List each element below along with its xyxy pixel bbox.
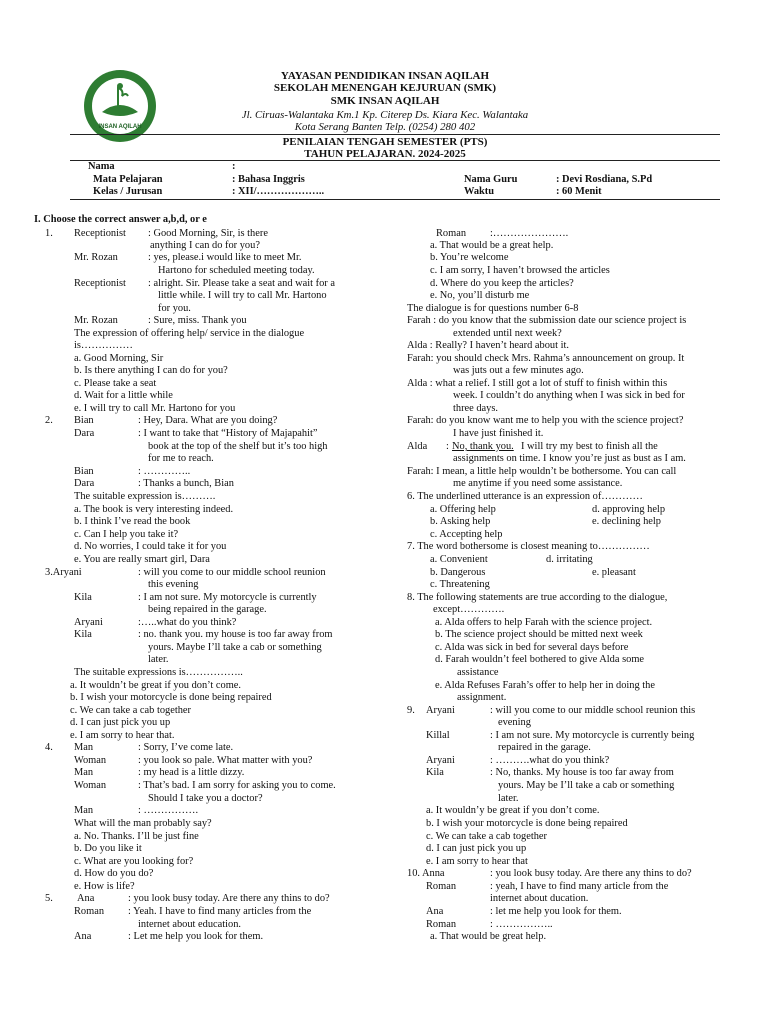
text-line: except…………. (433, 604, 505, 615)
text-line: : will you come to our middle school reunion this (490, 705, 696, 716)
text-line: Receptionist (74, 278, 126, 289)
text-line: Roman (74, 906, 105, 917)
text-line: Hartono for scheduled meeting today. (158, 265, 315, 276)
text-line: e. I will try to call Mr. Hartono for you (74, 403, 236, 414)
text-line: evening (498, 717, 531, 728)
text-line: 8. The following statements are true according to the dialogue, (407, 592, 668, 603)
text-line: No, thank you. (452, 441, 514, 452)
text-line: Farah: you should check Mrs. Rahma’s announcement on group. It (407, 353, 685, 364)
text-line: d. irritating (546, 554, 593, 565)
text-line: Roman (436, 228, 467, 239)
text-line: Man (74, 767, 94, 778)
text-line: Man (74, 805, 94, 816)
text-line: b. Is there anything I can do for you? (74, 365, 228, 376)
text-line: little while. I will try to call Mr. Hartono (158, 290, 327, 301)
text-line: b. Asking help (430, 516, 491, 527)
text-line: b. I wish your motorcycle is done being repaired (70, 692, 272, 703)
text-line: Kila (74, 592, 92, 603)
text-line: later. (148, 654, 169, 665)
text-line: later. (498, 793, 519, 804)
text-line: internet about education. (138, 919, 242, 930)
text-line: Killal (426, 730, 450, 741)
text-line: b. You’re welcome (430, 252, 509, 263)
text-line: : you look so pale. What matter with you? (138, 755, 313, 766)
text-line: book at the top of the shelf but it’s too high (148, 441, 328, 452)
text-line: 10. Anna (407, 868, 445, 879)
text-line: 7. The word bothersome is closest meaning to…………… (407, 541, 650, 552)
title-divider (70, 160, 720, 161)
text-line: c. Alda was sick in bed for several days before (435, 642, 629, 653)
text-line: this evening (148, 579, 199, 590)
guru-value: : Devi Rosdiana, S.Pd (556, 174, 653, 185)
text-line: b. Dangerous (430, 567, 486, 578)
info-divider (70, 199, 720, 200)
text-line: a. Good Morning, Sir (74, 353, 164, 364)
address-line-2: Kota Serang Banten Telp. (0254) 280 402 (294, 121, 476, 133)
text-line: : (446, 441, 449, 452)
text-line: d. No worries, I could take it for you (74, 541, 227, 552)
text-line: c. Threatening (430, 579, 490, 590)
text-line: d. Wait for a little while (74, 390, 173, 401)
mapel-label: Mata Pelajaran (93, 174, 163, 185)
text-line: Farah: do you know want me to help you with the science project? (407, 415, 684, 426)
text-line: : ………….. (138, 466, 191, 477)
text-line: : alright. Sir. Please take a seat and wait for a (148, 278, 335, 289)
text-line: a. That would be great help. (430, 931, 547, 942)
text-line: d. Where do you keep the articles? (430, 278, 574, 289)
text-line: 1. (45, 228, 53, 239)
text-line: e. pleasant (592, 567, 636, 578)
text-line: Alda (407, 441, 428, 452)
text-line: e. How is life? (74, 881, 135, 892)
text-line: : Sorry, I’ve come late. (138, 742, 234, 753)
school-type: SEKOLAH MENENGAH KEJURUAN (SMK) (273, 82, 497, 94)
text-line: c. What are you looking for? (74, 856, 194, 867)
text-line: : ……………. (138, 805, 199, 816)
text-line: a. Alda offers to help Farah with the science project. (435, 617, 653, 628)
kelas-value: : XII/……………….. (232, 186, 325, 197)
text-line: : …………….. (490, 919, 553, 930)
text-line: c. I am sorry, I haven’t browsed the articles (430, 265, 610, 276)
text-line: was juts out a few minutes ago. (453, 365, 584, 376)
text-line: Should I take you a doctor? (148, 793, 263, 804)
text-line: : you look busy today. Are there any thins to do? (490, 868, 692, 879)
text-line: Woman (74, 755, 107, 766)
text-line: for you. (158, 303, 191, 314)
text-line: for me to reach. (148, 453, 214, 464)
text-line: week. I couldn’t do anything when I was sick in bed for (453, 390, 685, 401)
text-line: What will the man probably say? (74, 818, 212, 829)
text-line: is…………… (74, 340, 133, 351)
logo-text: INSAN AQILAH (98, 124, 142, 130)
text-line: e. No, you’ll disturb me (430, 290, 530, 301)
text-line: : my head is a little dizzy. (138, 767, 245, 778)
waktu-value: : 60 Menit (556, 186, 602, 197)
text-line: d. I can just pick you up (70, 717, 171, 728)
text-line: a. The book is very interesting indeed. (74, 504, 234, 515)
text-line: : Yeah. I have to find many articles from the (128, 906, 312, 917)
school-logo (82, 68, 158, 144)
text-line: b. Do you like it (74, 843, 142, 854)
text-line: c. Please take a seat (74, 378, 157, 389)
text-line: d. I can just pick you up (426, 843, 527, 854)
text-line: Kila (426, 767, 444, 778)
text-line: The dialogue is for questions number 6-8 (407, 303, 579, 314)
kelas-label: Kelas / Jurusan (93, 186, 163, 197)
text-line: a. It wouldn’y be great if you don’t come. (426, 805, 600, 816)
text-line: : yeah, I have to find many article from the (490, 881, 669, 892)
text-line: assignment. (457, 692, 507, 703)
text-line: Woman (74, 780, 107, 791)
text-line: internet about ducation. (490, 893, 589, 904)
text-line: Ana (77, 893, 95, 904)
text-line: assistance (457, 667, 499, 678)
mapel-value: : Bahasa Inggris (232, 174, 305, 185)
academic-year: TAHUN PELAJARAN. 2024-2025 (304, 148, 466, 160)
text-line: Farah: I mean, a little help wouldn’t be bothersome. You can call (407, 466, 677, 477)
text-line: : Hey, Dara. What are you doing? (138, 415, 278, 426)
text-line: assignments on time. I know you’re just as bust as I am. (453, 453, 686, 464)
text-line: c. Can I help you take it? (74, 529, 179, 540)
text-line: d. How do you do? (74, 868, 154, 879)
text-line: : will you come to our middle school reunion (138, 567, 326, 578)
text-line: Ana (426, 906, 444, 917)
text-line: : Sure, miss. Thank you (148, 315, 247, 326)
text-line: 2. (45, 415, 53, 426)
text-line: Mr. Rozan (74, 315, 118, 326)
text-line: d. approving help (592, 504, 666, 515)
text-line: a. Convenient (430, 554, 488, 565)
text-line: a. Offering help (430, 504, 496, 515)
text-line: b. I think I’ve read the book (74, 516, 191, 527)
text-line: : ……….what do you think? (490, 755, 610, 766)
text-line: : I want to take that “History of Majapahit” (138, 428, 318, 439)
text-line: yours. May be I’ll take a cab or something (498, 780, 675, 791)
text-line: a. No. Thanks. I’ll be just fine (74, 831, 199, 842)
nama-label: Nama (88, 161, 115, 172)
text-line: Farah : do you know that the submission date our science project is (407, 315, 687, 326)
text-line: Receptionist (74, 228, 126, 239)
text-line: Ana (74, 931, 92, 942)
text-line: : let me help you look for them. (490, 906, 622, 917)
text-line: : yes, please.i would like to meet Mr. (148, 252, 302, 263)
header-divider (70, 134, 720, 135)
text-line: The suitable expressions is…………….. (74, 667, 243, 678)
text-line: Alda : what a relief. I still got a lot of stuff to finish within this (407, 378, 668, 389)
text-line: : you look busy today. Are there any thins to do? (128, 893, 330, 904)
text-line: 9. (407, 705, 415, 716)
foundation-name: YAYASAN PENDIDIKAN INSAN AQILAH (280, 70, 490, 82)
text-line: Roman (426, 881, 457, 892)
waktu-label: Waktu (464, 186, 495, 197)
text-line: Alda : Really? I haven’t heard about it. (407, 340, 569, 351)
text-line: Bian (74, 466, 94, 477)
text-line: Bian (74, 415, 94, 426)
text-line: :…………………. (490, 228, 569, 239)
text-line: 3.Aryani (45, 567, 82, 578)
text-line: : Let me help you look for them. (128, 931, 264, 942)
text-line: extended until next week? (453, 328, 562, 339)
text-line: Dara (74, 428, 95, 439)
text-line: being repaired in the garage. (148, 604, 267, 615)
text-line: : Good Morning, Sir, is there (148, 228, 268, 239)
text-line: repaired in the garage. (498, 742, 591, 753)
text-line: Dara (74, 478, 95, 489)
text-line: 4. (45, 742, 53, 753)
text-line: d. Farah wouldn’t feel bothered to give Alda some (435, 654, 645, 665)
text-line: e. I am sorry to hear that. (70, 730, 175, 741)
text-line: I. Choose the correct answer a,b,d, or e (34, 214, 207, 225)
text-line: c. Accepting help (430, 529, 503, 540)
text-line: Aryani (426, 705, 455, 716)
text-line: : Thanks a bunch, Bian (138, 478, 234, 489)
text-line: yours. Maybe I’ll take a cab or something (148, 642, 322, 653)
text-line: c. We can take a cab together (70, 705, 191, 716)
text-line: anything I can do for you? (150, 240, 260, 251)
address-line-1: Jl. Ciruas-Walantaka Km.1 Kp. Citerep Ds. Kiara Kec. Walantaka (241, 109, 529, 121)
text-line: I have just finished it. (453, 428, 544, 439)
text-line: : no. thank you. my house is too far away from (138, 629, 333, 640)
text-line: b. I wish your motorcycle is done being repaired (426, 818, 628, 829)
text-line: e. You are really smart girl, Dara (74, 554, 210, 565)
guru-label: Nama Guru (464, 174, 518, 185)
text-line: three days. (453, 403, 499, 414)
text-line: e. Alda Refuses Farah’s offer to help her in doing the (435, 680, 655, 691)
text-line: me anytime if you need some assistance. (453, 478, 623, 489)
text-line: : I am not sure. My motorcycle is currently (138, 592, 317, 603)
text-line: Aryani (74, 617, 103, 628)
text-line: b. The science project should be mitted next week (435, 629, 643, 640)
text-line: The suitable expression is………. (74, 491, 216, 502)
text-line: Man (74, 742, 94, 753)
text-line: 6. The underlined utterance is an expression of………… (407, 491, 643, 502)
school-name: SMK INSAN AQILAH (330, 95, 440, 107)
text-line: a. That would be a great help. (430, 240, 554, 251)
text-line: Kila (74, 629, 92, 640)
text-line: e. declining help (592, 516, 661, 527)
text-line: The expression of offering help/ service in the dialogue (74, 328, 305, 339)
nama-value: : (232, 161, 236, 172)
text-line: 5. (45, 893, 53, 904)
text-line: e. I am sorry to hear that (426, 856, 528, 867)
text-line: Mr. Rozan (74, 252, 118, 263)
text-line: a. It wouldn’t be great if you don’t come. (70, 680, 242, 691)
text-line: : That’s bad. I am sorry for asking you to come. (138, 780, 336, 791)
text-line: : No, thanks. My house is too far away from (490, 767, 674, 778)
text-line: c. We can take a cab together (426, 831, 547, 842)
text-line: Roman (426, 919, 457, 930)
text-line: I will try my best to finish all the (521, 441, 658, 452)
text-line: :…..what do you think? (138, 617, 237, 628)
text-line: : I am not sure. My motorcycle is currently being (490, 730, 695, 741)
text-line: Aryani (426, 755, 455, 766)
exam-title: PENILAIAN TENGAH SEMESTER (PTS) (282, 136, 488, 148)
